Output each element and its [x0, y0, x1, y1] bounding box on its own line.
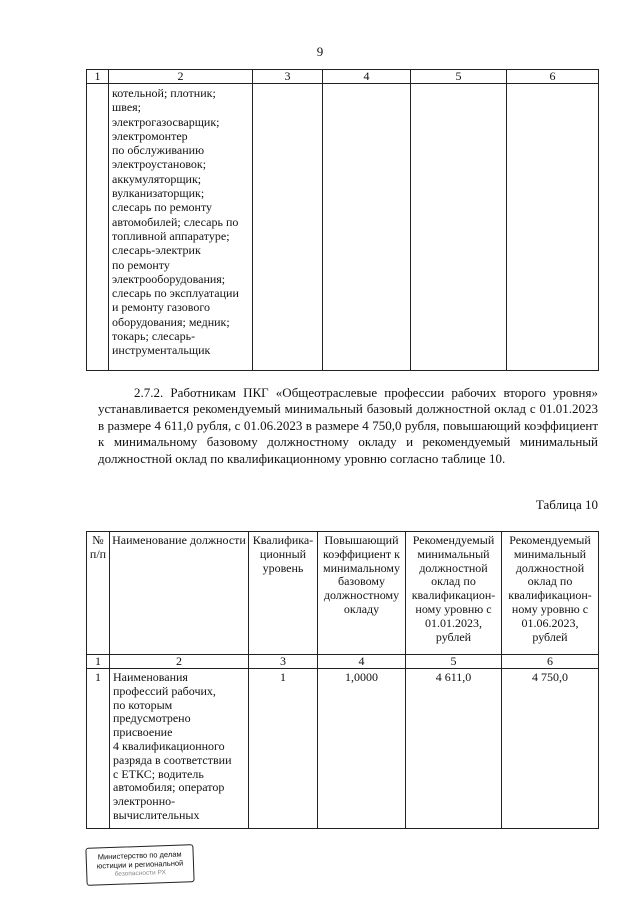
name-line: присвоение	[113, 725, 173, 740]
header-salary-jun: Рекомендуемый минимальный должностной оклад по квалификацион-ному уровню с 01.06.2023, рублей	[502, 532, 599, 655]
stamp-line: юстиции и региональной	[96, 858, 184, 871]
col-number-6: 6	[502, 655, 599, 669]
occupation-line: топливной аппаратуре;	[112, 228, 230, 243]
name-line: с ЕТКС; водитель	[113, 766, 204, 781]
occupation-line: электроустановок;	[112, 157, 207, 172]
col-number-1: 1	[87, 655, 110, 669]
row-salary-jan: 4 611,0	[406, 669, 502, 829]
name-line: электронно-	[113, 794, 176, 809]
name-line: 4 квалификационного	[113, 738, 225, 753]
empty-cell	[87, 84, 109, 371]
occupation-line: автомобилей; слесарь по	[112, 214, 239, 229]
stamp-line: безопасности РХ	[114, 869, 167, 878]
paragraph-2-7-2: 2.7.2. Работникам ПКГ «Общеотраслевые профессии рабочих второго уровня» устанавливается рекомендуемый минимальный базовый должностной оклад с 01.01.2023 в размере 4 611,0 рубля, с 01.06.2023 в размере 4 750,0 рубля, повышающий коэффициент к минимальному базовому должностному окладу и рекомендуемый минимальный должностной оклад по квалификационному уровню согласно таблице 10.	[98, 385, 598, 466]
col-number-5: 5	[406, 655, 502, 669]
table-caption: Таблица 10	[535, 497, 598, 512]
occupation-line: токарь; слесарь-	[112, 329, 196, 344]
col-number-6: 6	[507, 70, 599, 84]
registration-stamp	[85, 844, 194, 886]
name-line: Наименования	[113, 670, 188, 684]
occupations-cell	[109, 84, 253, 371]
header-position-name: Наименование должности	[110, 532, 249, 655]
header-number: № п/п	[87, 532, 110, 655]
header-coefficient: Повышающий коэффициент к минимальному базовому должностному окладу	[318, 532, 406, 655]
empty-cell	[323, 84, 411, 371]
occupation-line: слесарь по эксплуатации	[112, 286, 239, 301]
empty-cell	[253, 84, 323, 371]
stamp-line: Министерство по делам	[97, 849, 182, 862]
table-row	[87, 84, 599, 371]
occupation-line: инструментальщик	[112, 343, 211, 358]
occupation-line: оборудования; медник;	[112, 314, 230, 329]
empty-cell	[507, 84, 599, 371]
col-number-3: 3	[249, 655, 318, 669]
col-number-1: 1	[87, 70, 109, 84]
table-header-numbers	[87, 70, 599, 84]
row-salary-jun: 4 750,0	[502, 669, 599, 829]
occupation-line: по ремонту	[112, 257, 170, 272]
name-line: предусмотрено	[113, 711, 191, 726]
table-column-numbers	[87, 655, 599, 669]
occupation-line: котельной; плотник;	[112, 86, 216, 100]
salary-table	[86, 531, 599, 829]
occupation-line: электрогазосварщик;	[112, 114, 220, 129]
header-qualification-level: Квалифика-ционный уровень	[249, 532, 318, 655]
header-salary-jan: Рекомендуемый минимальный должностной оклад по квалификацион-ному уровню с 01.01.2023, рублей	[406, 532, 502, 655]
occupation-line: швея;	[112, 100, 142, 115]
col-number-3: 3	[253, 70, 323, 84]
col-number-4: 4	[323, 70, 411, 84]
name-line: профессий рабочих,	[113, 683, 216, 698]
col-number-2: 2	[109, 70, 253, 84]
occupation-line: и ремонту газового	[112, 300, 210, 315]
col-number-4: 4	[318, 655, 406, 669]
table-header	[87, 532, 599, 655]
occupation-line: аккумуляторщик;	[112, 171, 202, 186]
row-coefficient: 1,0000	[318, 669, 406, 829]
name-line: разряда в соответствии	[113, 752, 232, 767]
page-number: 9	[316, 44, 324, 59]
name-line: вычислительных	[113, 807, 200, 822]
table-row	[87, 669, 599, 829]
occupation-line: слесарь по ремонту	[112, 200, 213, 215]
col-number-5: 5	[411, 70, 507, 84]
empty-cell	[411, 84, 507, 371]
row-qualification-level: 1	[249, 669, 318, 829]
occupation-line: электрооборудования;	[112, 271, 226, 286]
continued-table	[86, 69, 599, 371]
col-number-2: 2	[110, 655, 249, 669]
row-position-name	[110, 669, 249, 829]
occupation-line: вулканизаторщик;	[112, 186, 205, 201]
name-line: автомобиля; оператор	[113, 780, 225, 795]
name-line: по которым	[113, 697, 173, 712]
occupation-line: по обслуживанию	[112, 143, 205, 158]
occupation-line: слесарь-электрик	[112, 243, 201, 258]
occupation-line: электромонтер	[112, 128, 188, 143]
row-number: 1	[87, 669, 110, 829]
